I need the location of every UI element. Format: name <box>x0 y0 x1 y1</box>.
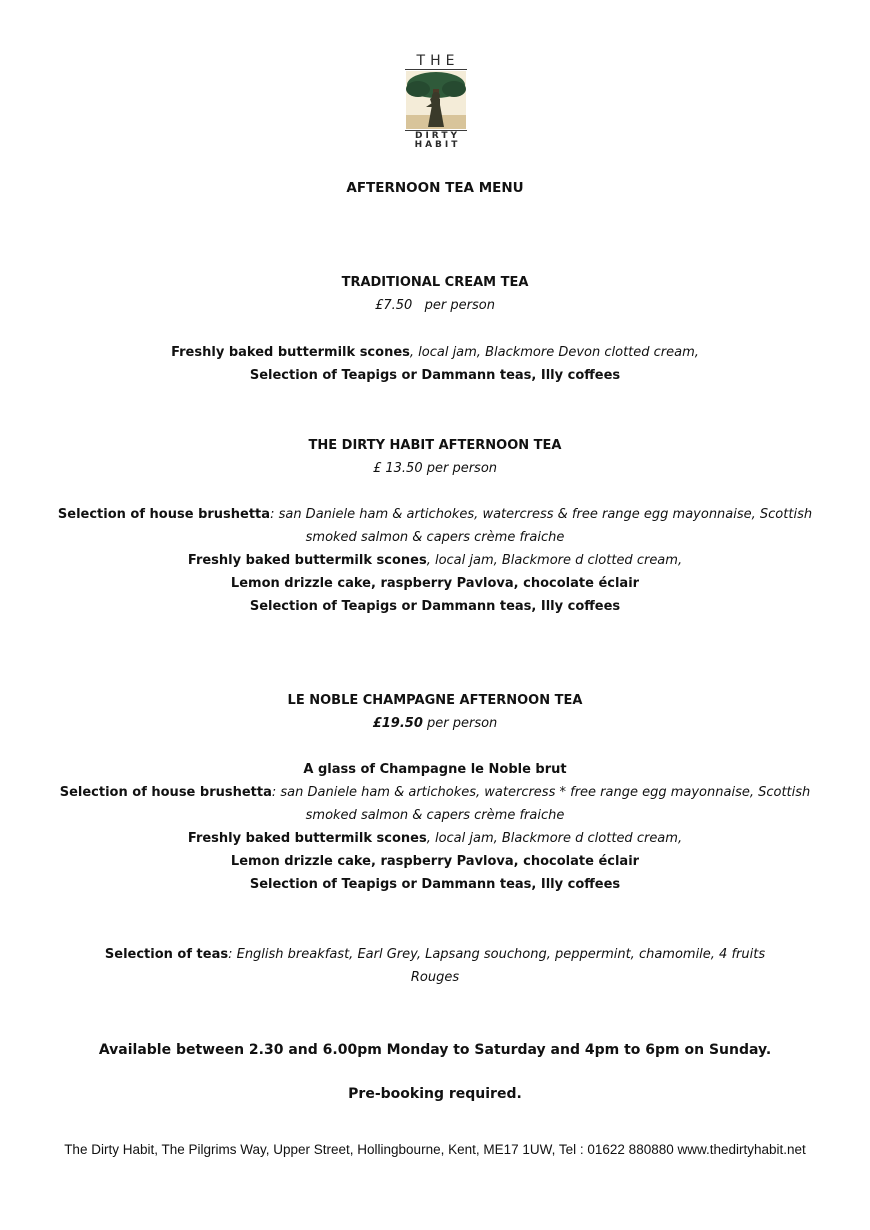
menu-title: AFTERNOON TEA MENU <box>346 180 524 196</box>
availability-note: Available between 2.30 and 6.00pm Monday to Saturday and 4pm to 6pm on Sunday. <box>98 1042 772 1058</box>
menu-line <box>0 762 870 778</box>
logo-line-2: HABIT <box>414 140 461 150</box>
footer-address: The Dirty Habit, The Pilgrims Way, Upper Street, Hollingbourne, Kent, ME17 1UW, Tel : 01622 880880 www.thedirtyhabit.net <box>64 1142 806 1157</box>
price-suffix: per person <box>422 461 498 476</box>
menu-line-bold: Selection of house brushetta <box>59 785 272 800</box>
menu-line <box>0 785 870 801</box>
tree-figure-icon <box>406 71 466 129</box>
section-price <box>0 461 870 477</box>
teas-label: Selection of teas <box>104 947 229 962</box>
menu-line <box>0 808 870 824</box>
menu-line <box>0 576 870 592</box>
menu-line-bold: Lemon drizzle cake, raspberry Pavlova, chocolate éclair <box>230 576 640 591</box>
menu-line-text: , local jam, Blackmore d clotted cream, <box>426 831 683 846</box>
menu-line-bold: Selection of Teapigs or Dammann teas, Illy coffees <box>249 599 621 614</box>
menu-line-bold: Lemon drizzle cake, raspberry Pavlova, chocolate éclair <box>230 854 640 869</box>
price-suffix: per person <box>422 716 498 731</box>
menu-line-text: : san Daniele ham & artichokes, watercress & free range egg mayonnaise, Scottish <box>270 507 813 522</box>
teas-list: : English breakfast, Earl Grey, Lapsang souchong, peppermint, chamomile, 4 fruits <box>228 947 766 962</box>
price-suffix: per person <box>412 298 495 313</box>
menu-line <box>0 345 870 361</box>
section-price <box>0 298 870 314</box>
menu-line <box>0 831 870 847</box>
menu-line-bold: A glass of Champagne le Noble brut <box>303 762 567 777</box>
menu-line-text: smoked salmon & capers crème fraiche <box>305 530 565 545</box>
menu-line <box>0 599 870 615</box>
section-price <box>0 716 870 732</box>
section-title: THE DIRTY HABIT AFTERNOON TEA <box>308 438 562 453</box>
price-value: £7.50 <box>375 298 413 313</box>
menu-line-bold: Selection of Teapigs or Dammann teas, Illy coffees <box>249 877 621 892</box>
menu-line-text: , local jam, Blackmore Devon clotted cream, <box>409 345 699 360</box>
logo-line-1: DIRTY <box>414 131 460 141</box>
teas-line <box>0 947 870 963</box>
price-value: £ 13.50 <box>372 461 423 476</box>
section-title: LE NOBLE CHAMPAGNE AFTERNOON TEA <box>287 693 583 708</box>
logo-rule <box>405 69 467 70</box>
menu-line-bold: Selection of Teapigs or Dammann teas, Illy coffees <box>249 368 621 383</box>
booking-note: Pre-booking required. <box>348 1086 522 1102</box>
menu-line <box>0 507 870 523</box>
menu-line-bold: Selection of house brushetta <box>57 507 271 522</box>
logo <box>405 54 467 154</box>
menu-line <box>0 553 870 569</box>
menu-line <box>0 854 870 870</box>
menu-line-bold: Freshly baked buttermilk scones <box>187 553 427 568</box>
section-title: TRADITIONAL CREAM TEA <box>341 275 529 290</box>
menu-line-bold: Freshly baked buttermilk scones <box>187 831 427 846</box>
menu-line <box>0 368 870 384</box>
teas-line-2: Rouges <box>410 970 460 985</box>
menu-line-text: , local jam, Blackmore d clotted cream, <box>426 553 683 568</box>
menu-line-text: smoked salmon & capers crème fraiche <box>305 808 565 823</box>
logo-top-text: THE <box>416 53 460 69</box>
menu-line-bold: Freshly baked buttermilk scones <box>171 345 410 360</box>
menu-line <box>0 877 870 893</box>
menu-line <box>0 530 870 546</box>
price-value: £19.50 <box>372 716 423 731</box>
menu-line-text: : san Daniele ham & artichokes, watercress * free range egg mayonnaise, Scottish <box>271 785 811 800</box>
